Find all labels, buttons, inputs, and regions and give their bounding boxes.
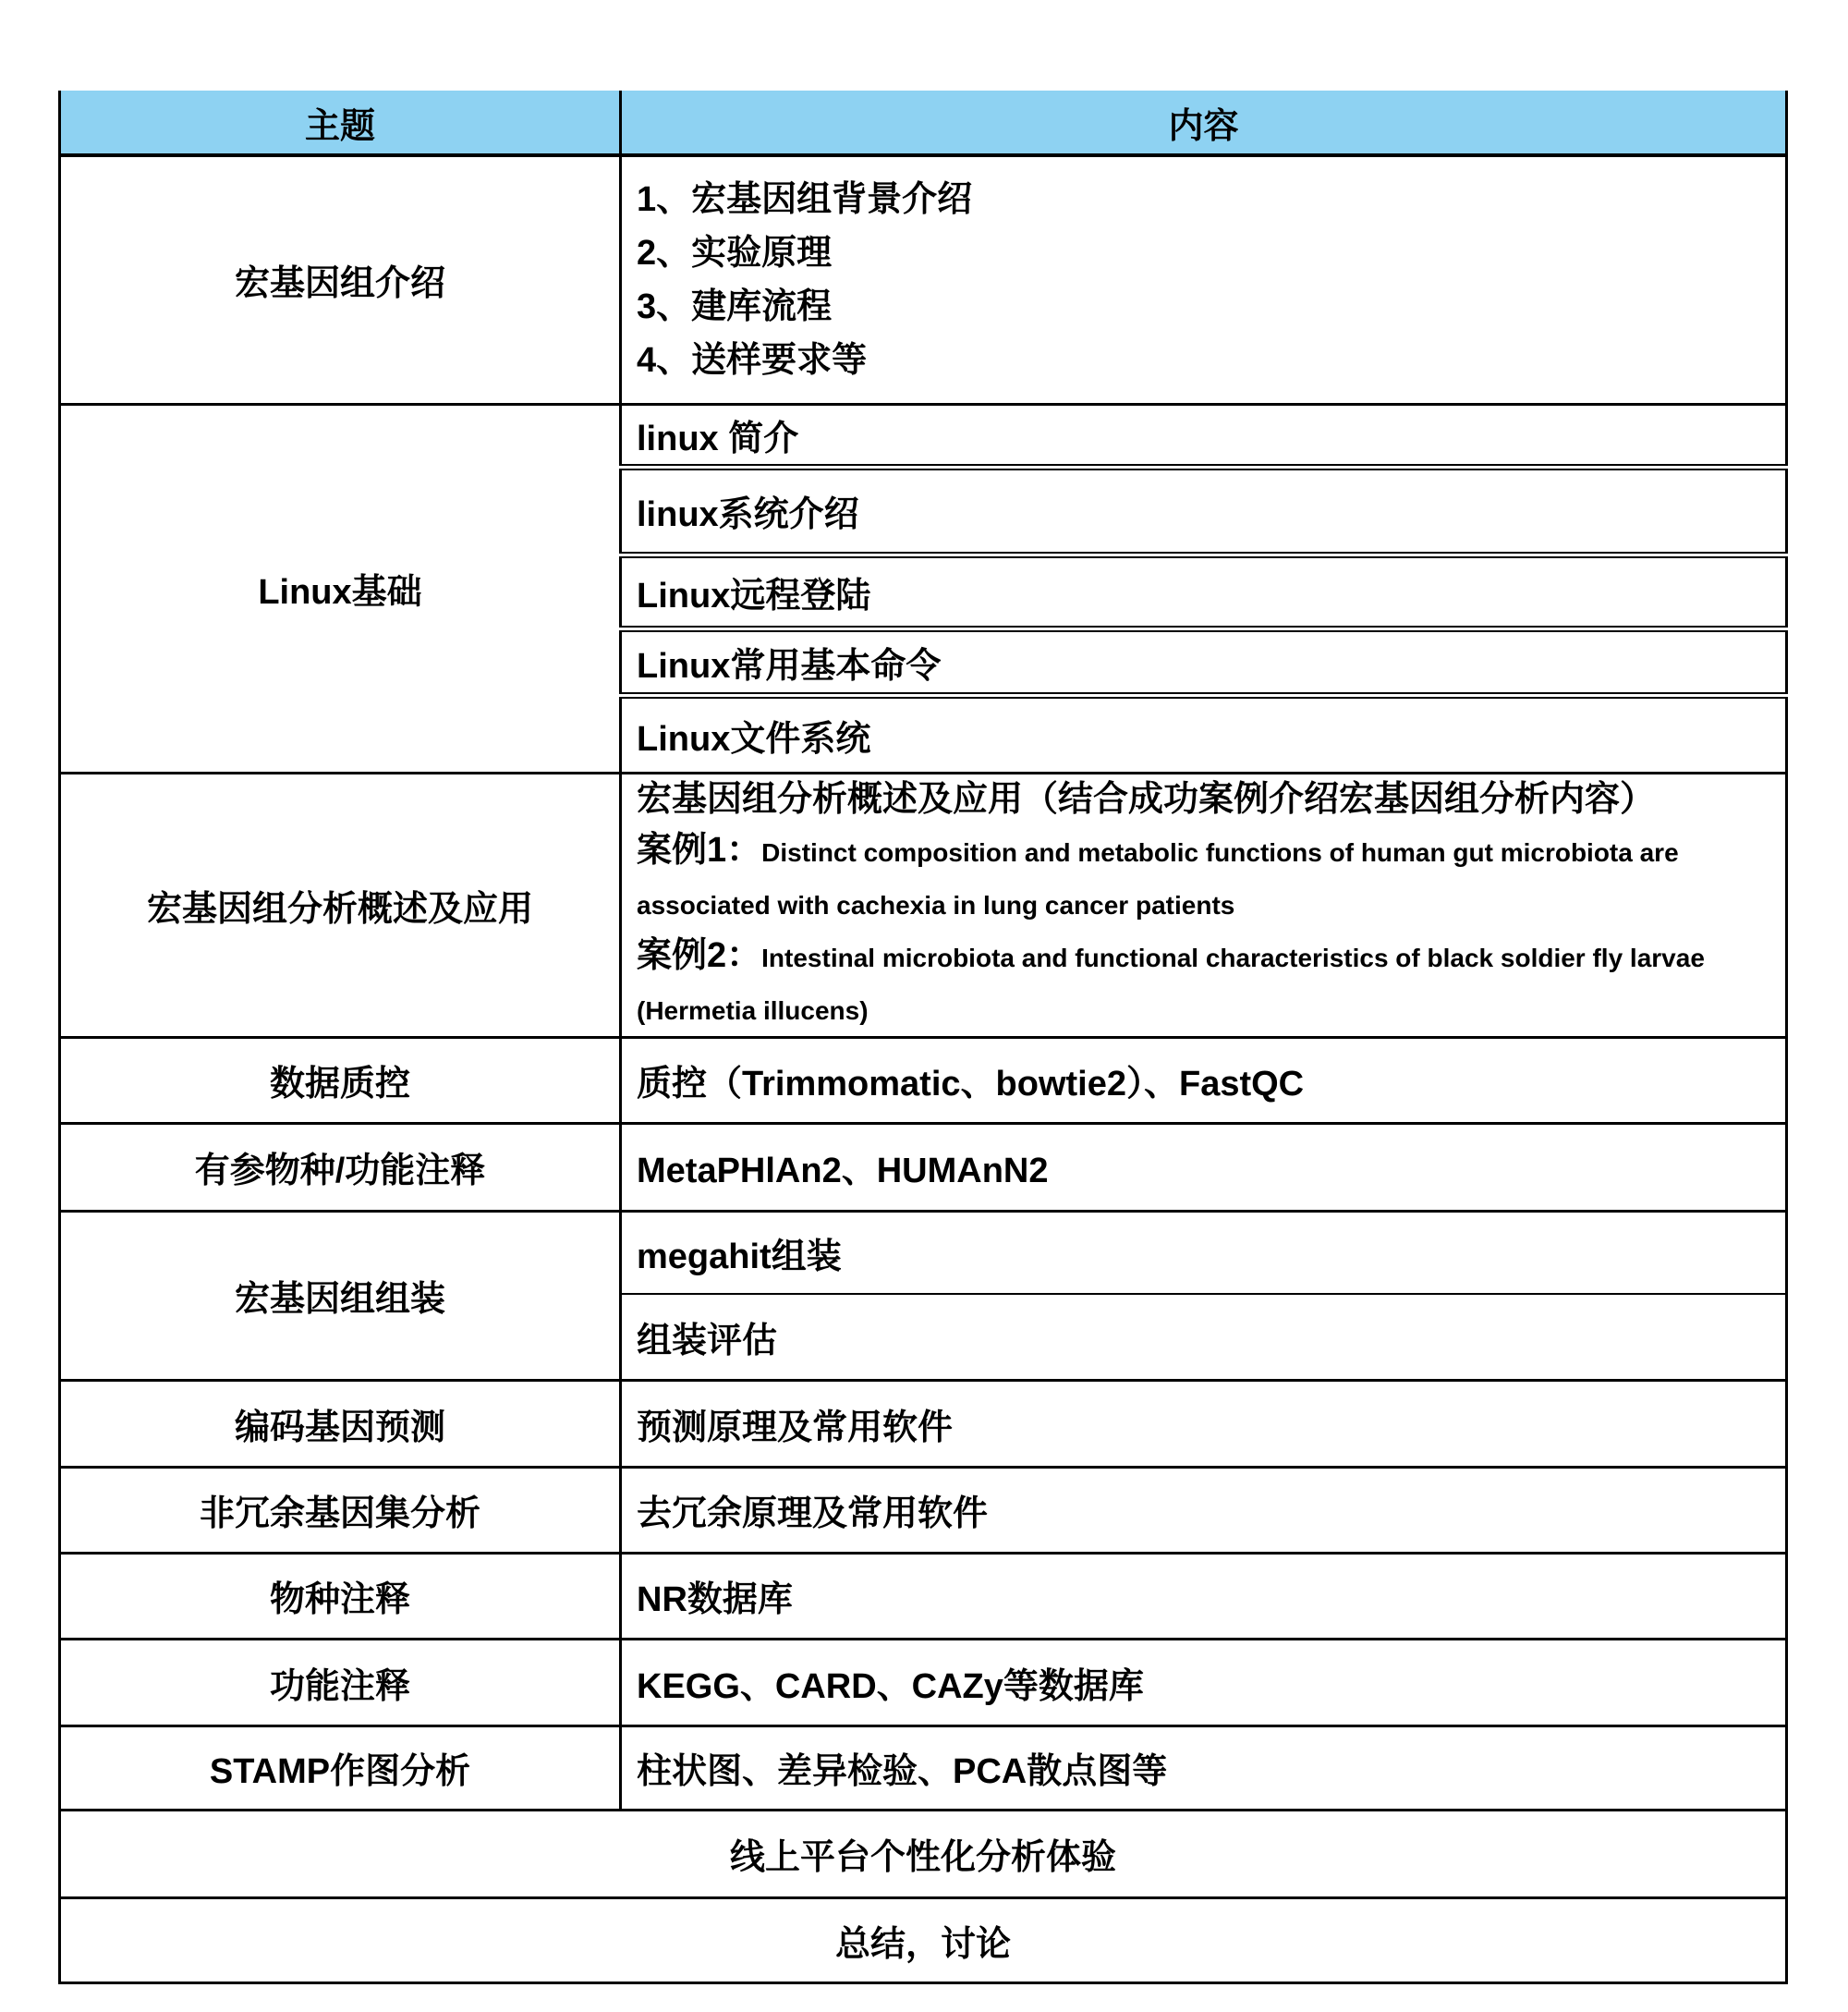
case1-title-en: Distinct composition and metabolic functions of human gut microbiota are xyxy=(761,837,1679,867)
row-function-annotation xyxy=(60,1639,1787,1725)
content-cell-assembly-2: 组装评估 xyxy=(621,1294,1787,1380)
topic-cell-stamp: STAMP作图分析 xyxy=(60,1725,621,1810)
row-qc xyxy=(60,1037,1787,1123)
intro-line-2: 2、实验原理 xyxy=(637,233,833,273)
header-content: 内容 xyxy=(621,91,1787,155)
row-intro xyxy=(60,155,1787,404)
topic-cell-species-annotation: 物种注释 xyxy=(60,1553,621,1639)
case1-label: 案例1： xyxy=(637,830,762,870)
row-ref-annotation xyxy=(60,1123,1787,1211)
topic-cell-linux: Linux基础 xyxy=(60,404,621,773)
topic-cell-gene-prediction: 编码基因预测 xyxy=(60,1380,621,1467)
content-cell-linux-5: Linux文件系统 xyxy=(621,695,1787,773)
row-overview xyxy=(60,773,1787,1037)
content-cell-linux-4: Linux常用基本命令 xyxy=(621,628,1787,695)
topic-cell-ref-annotation: 有参物种/功能注释 xyxy=(60,1123,621,1211)
header-topic: 主题 xyxy=(60,91,621,155)
content-cell-species-annotation: NR数据库 xyxy=(621,1553,1787,1639)
row-linux-1 xyxy=(60,404,1787,467)
row-stamp xyxy=(60,1725,1787,1810)
intro-line-3: 3、建库流程 xyxy=(637,287,833,326)
topic-cell-assembly: 宏基因组组装 xyxy=(60,1211,621,1380)
summary-cell: 总结，讨论 xyxy=(60,1897,1787,1982)
content-cell-overview xyxy=(621,773,1787,1037)
course-schedule-table xyxy=(58,91,1788,1984)
content-cell-qc: 质控（Trimmomatic、bowtie2）、FastQC xyxy=(621,1037,1787,1123)
case2-title-en: Intestinal microbiota and functional characteristics of black soldier fly larvae xyxy=(761,943,1705,972)
overview-line-1: 宏基因组分析概述及应用（结合成功案例介绍宏基因组分析内容） xyxy=(637,779,1656,819)
row-species-annotation xyxy=(60,1553,1787,1639)
row-summary xyxy=(60,1897,1787,1982)
topic-cell-intro: 宏基因组介绍 xyxy=(60,155,621,404)
overview-case2 xyxy=(637,931,1785,983)
online-platform-cell: 线上平台个性化分析体验 xyxy=(60,1810,1787,1897)
overview-case2-cont: (Hermetia illucens) xyxy=(637,995,869,1025)
content-cell-ref-annotation: MetaPHlAn2、HUMAnN2 xyxy=(621,1123,1787,1211)
topic-cell-qc: 数据质控 xyxy=(60,1037,621,1123)
row-nonredundant xyxy=(60,1467,1787,1553)
intro-line-1: 1、宏基因组背景介绍 xyxy=(637,179,973,219)
topic-cell-overview: 宏基因组分析概述及应用 xyxy=(60,773,621,1037)
intro-line-4: 4、送样要求等 xyxy=(637,340,868,380)
row-gene-prediction xyxy=(60,1380,1787,1467)
row-online-platform xyxy=(60,1810,1787,1897)
topic-cell-function-annotation: 功能注释 xyxy=(60,1639,621,1725)
content-cell-assembly-1: megahit组装 xyxy=(621,1211,1787,1294)
content-cell-nonredundant: 去冗余原理及常用软件 xyxy=(621,1467,1787,1553)
overview-case1-cont: associated with cachexia in lung cancer patients xyxy=(637,890,1235,920)
content-cell-gene-prediction: 预测原理及常用软件 xyxy=(621,1380,1787,1467)
topic-cell-nonredundant: 非冗余基因集分析 xyxy=(60,1467,621,1553)
overview-case1 xyxy=(637,825,1785,878)
content-cell-linux-1: linux 简介 xyxy=(621,404,1787,467)
case2-label: 案例2： xyxy=(637,935,762,975)
content-cell-linux-3: Linux远程登陆 xyxy=(621,555,1787,628)
content-cell-intro xyxy=(621,155,1787,404)
row-assembly-1 xyxy=(60,1211,1787,1294)
header-row xyxy=(60,91,1787,155)
content-cell-function-annotation: KEGG、CARD、CAZy等数据库 xyxy=(621,1639,1787,1725)
content-cell-linux-2: linux系统介绍 xyxy=(621,467,1787,555)
content-cell-stamp: 柱状图、差异检验、PCA散点图等 xyxy=(621,1725,1787,1810)
